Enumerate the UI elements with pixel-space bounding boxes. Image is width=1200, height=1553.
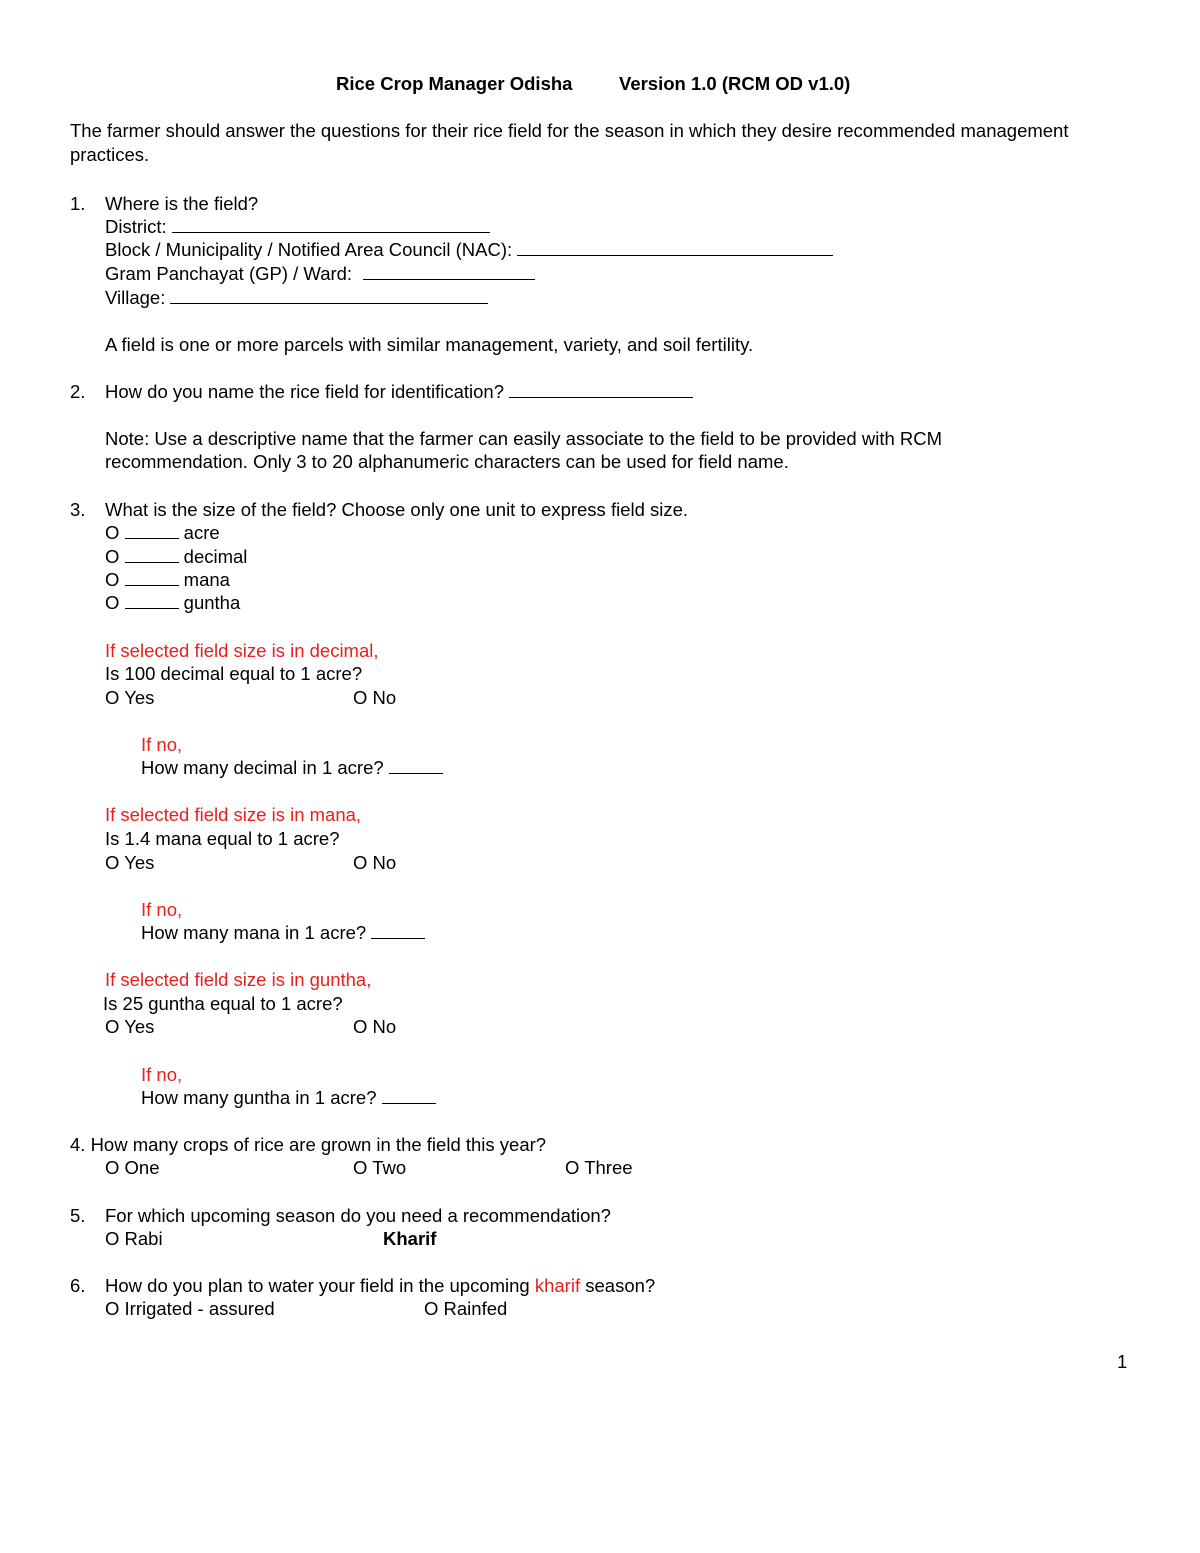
q3-number: 3. [70,499,86,520]
radio-mark[interactable]: O [105,546,120,567]
q6-question: How do you plan to water your field in the upcoming kharif season? [105,1275,656,1296]
mana-no-option[interactable]: O No [353,852,397,873]
q2-note-line-2: recommendation. Only 3 to 20 alphanumeric characters can be used for field name. [105,451,789,472]
mana-followup-row [141,922,425,944]
gp-blank[interactable] [363,264,535,280]
guntha-condition: If selected field size is in guntha, [105,969,372,990]
radio-mark[interactable]: O [105,522,120,543]
decimal-question: Is 100 decimal equal to 1 acre? [105,663,363,684]
decimal-followup: How many decimal in 1 acre? [141,757,384,778]
village-label: Village: [105,287,166,308]
block-label: Block / Municipality / Notified Area Council (NAC): [105,239,513,260]
guntha-followup: How many guntha in 1 acre? [141,1087,377,1108]
guntha-count-blank[interactable] [382,1088,436,1104]
district-row [105,216,490,238]
radio-mark[interactable]: O [105,569,120,590]
gp-label: Gram Panchayat (GP) / Ward: [105,263,353,284]
field-name-blank[interactable] [509,382,693,398]
season-option-rabi[interactable]: O Rabi [105,1228,163,1249]
unit-label: mana [183,569,230,590]
size-option-decimal[interactable] [105,546,247,568]
mana-if-no: If no, [141,899,183,920]
q2-question: How do you name the rice field for identification? [105,381,504,402]
block-blank[interactable] [517,240,833,256]
app-name: Rice Crop Manager Odisha [336,73,573,94]
size-blank[interactable] [125,593,179,609]
q3-question: What is the size of the field? Choose only one unit to express field size. [105,499,689,520]
mana-yes-option[interactable]: O Yes [105,852,155,873]
unit-label: acre [183,522,220,543]
decimal-yes-option[interactable]: O Yes [105,687,155,708]
q5-question: For which upcoming season do you need a recommendation? [105,1205,611,1226]
radio-mark[interactable]: O [105,592,120,613]
village-blank[interactable] [170,288,488,304]
mana-condition: If selected field size is in mana, [105,804,362,825]
district-blank[interactable] [172,217,490,233]
crops-option-one[interactable]: O One [105,1157,160,1178]
q1-question: Where is the field? [105,193,259,214]
district-label: District: [105,216,167,237]
unit-label: guntha [183,592,241,613]
page-title [336,73,572,95]
guntha-question: Is 25 guntha equal to 1 acre? [103,993,343,1014]
decimal-no-option[interactable]: O No [353,687,397,708]
q6-number: 6. [70,1275,86,1296]
water-option-rainfed[interactable]: O Rainfed [424,1298,508,1319]
q4-question: 4. How many crops of rice are grown in the field this year? [70,1134,547,1155]
mana-count-blank[interactable] [371,923,425,939]
q2-note-line-1: Note: Use a descriptive name that the farmer can easily associate to the field to be provided with RCM [105,428,943,449]
size-blank[interactable] [125,570,179,586]
size-blank[interactable] [125,523,179,539]
page-number: 1 [1117,1351,1128,1372]
size-blank[interactable] [125,547,179,563]
unit-label: decimal [183,546,248,567]
q1-number: 1. [70,193,86,214]
intro-line-2: practices. [70,144,150,165]
water-option-irrigated[interactable]: O Irrigated - assured [105,1298,275,1319]
crops-option-two[interactable]: O Two [353,1157,407,1178]
crops-option-three[interactable]: O Three [565,1157,633,1178]
mana-followup: How many mana in 1 acre? [141,922,367,943]
decimal-if-no: If no, [141,734,183,755]
q2-row [105,381,693,403]
q5-number: 5. [70,1205,86,1226]
q1-note: A field is one or more parcels with similar management, variety, and soil fertility. [105,334,754,355]
intro-line-1: The farmer should answer the questions for their rice field for the season in which they desire recommended management [70,120,1069,141]
season-option-kharif[interactable]: Kharif [383,1228,437,1249]
season-highlight: kharif [534,1275,581,1296]
version-label: Version 1.0 (RCM OD v1.0) [619,73,851,94]
size-option-guntha[interactable] [105,592,240,614]
block-row [105,239,833,261]
decimal-followup-row [141,757,443,779]
guntha-yes-option[interactable]: O Yes [105,1016,155,1037]
decimal-condition: If selected field size is in decimal, [105,640,379,661]
guntha-if-no: If no, [141,1064,183,1085]
gp-row [105,263,535,285]
size-option-acre[interactable] [105,522,220,544]
guntha-followup-row [141,1087,436,1109]
q2-number: 2. [70,381,86,402]
mana-question: Is 1.4 mana equal to 1 acre? [105,828,340,849]
size-option-mana[interactable] [105,569,230,591]
guntha-no-option[interactable]: O No [353,1016,397,1037]
village-row [105,287,488,309]
decimal-count-blank[interactable] [389,758,443,774]
